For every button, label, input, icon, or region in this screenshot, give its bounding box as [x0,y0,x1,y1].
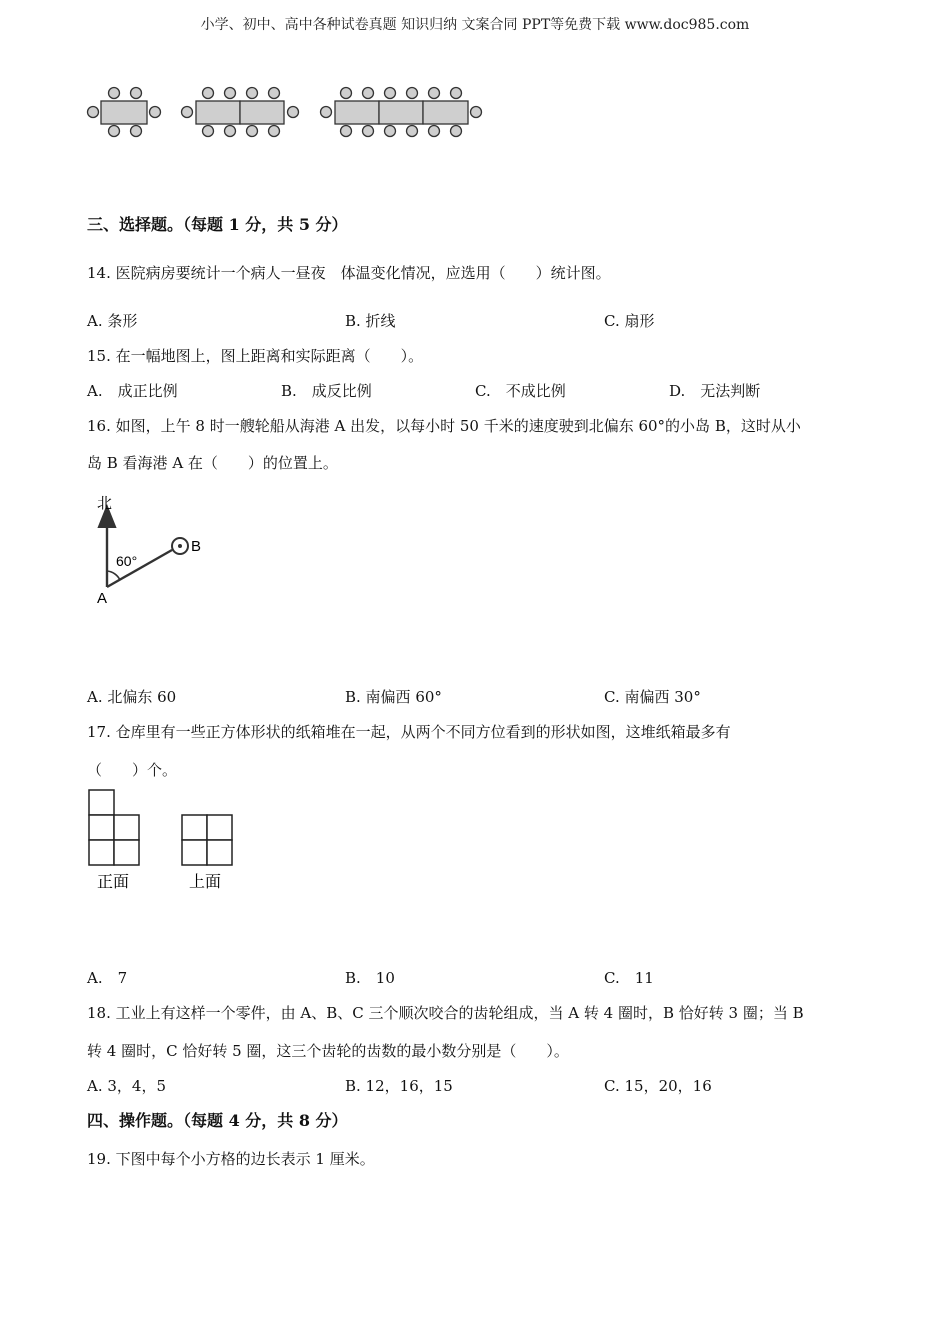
point-b-label: B [191,538,202,555]
angle-label: 60° [116,553,138,569]
question-14: 14. 医院病房要统计一个病人一昼夜 体温变化情况，应选用（ ）统计图。 [87,264,611,282]
q18-option-c: C. 15，20，16 [604,1077,712,1095]
q15-option-a: A. 成正比例 [87,382,178,400]
section-3-title: 三、选择题。（每题 1 分，共 5 分） [87,215,348,234]
q16-option-c: C. 南偏西 30° [604,688,701,706]
point-a-label: A [97,590,108,607]
q17-option-a: A. 7 [87,969,128,987]
front-view-square [89,815,114,840]
q16-option-b: B. 南偏西 60° [345,688,442,706]
q18-option-a: A. 3，4，5 [87,1077,166,1095]
front-view-square [89,790,114,815]
top-view-label: 上面 [189,874,222,891]
north-label: 北 [97,495,113,512]
question-18-line-1: 18. 工业上有这样一个零件，由 A、B、C 三个顺次咬合的齿轮组成，当 A 转 4 圈时，B 恰好转 3 圈；当 B [87,1004,804,1022]
q18-option-b: B. 12，16，15 [345,1077,453,1095]
q17-option-c: C. 11 [604,969,654,987]
top-view-square [182,815,207,840]
question-18-line-2: 转 4 圈时，C 恰好转 5 圈，这三个齿轮的齿数的最小数分别是（ ）。 [87,1042,569,1060]
top-view-square [207,815,232,840]
question-15: 15. 在一幅地图上，图上距离和实际距离（ ）。 [87,347,424,365]
q17-option-b: B. 10 [345,969,395,987]
q15-option-d: D. 无法判断 [669,382,761,400]
question-19: 19. 下图中每个小方格的边长表示 1 厘米。 [87,1150,375,1168]
q14-option-c: C. 扇形 [604,312,655,330]
q14-option-a: A. 条形 [87,312,138,330]
question-16-line-2: 岛 B 看海港 A 在（ ）的位置上。 [87,454,338,472]
front-view-label: 正面 [97,874,130,891]
front-view-square [114,840,139,865]
page-header: 小学、初中、高中各种试卷真题 知识归纳 文案合同 PPT等免费下载 www.doc985.com [200,17,750,33]
question-17-line-1: 17. 仓库里有一些正方体形状的纸箱堆在一起，从两个不同方位看到的形状如图，这堆纸箱最多有 [87,723,731,741]
front-view-square [89,840,114,865]
top-view-square [207,840,232,865]
question-17-line-2: （ ）个。 [87,761,178,779]
q15-option-c: C. 不成比例 [475,382,566,400]
q14-option-b: B. 折线 [345,312,396,330]
q16-option-a: A. 北偏东 60 [87,688,177,706]
front-view-square [114,815,139,840]
top-view-square [182,840,207,865]
question-16-line-1: 16. 如图，上午 8 时一艘轮船从海港 A 出发，以每小时 50 千米的速度驶到北偏东 60°的小岛 B，这时从小 [87,417,801,435]
q15-option-b: B. 成反比例 [281,382,372,400]
section-4-title: 四、操作题。（每题 4 分，共 8 分） [87,1111,348,1130]
